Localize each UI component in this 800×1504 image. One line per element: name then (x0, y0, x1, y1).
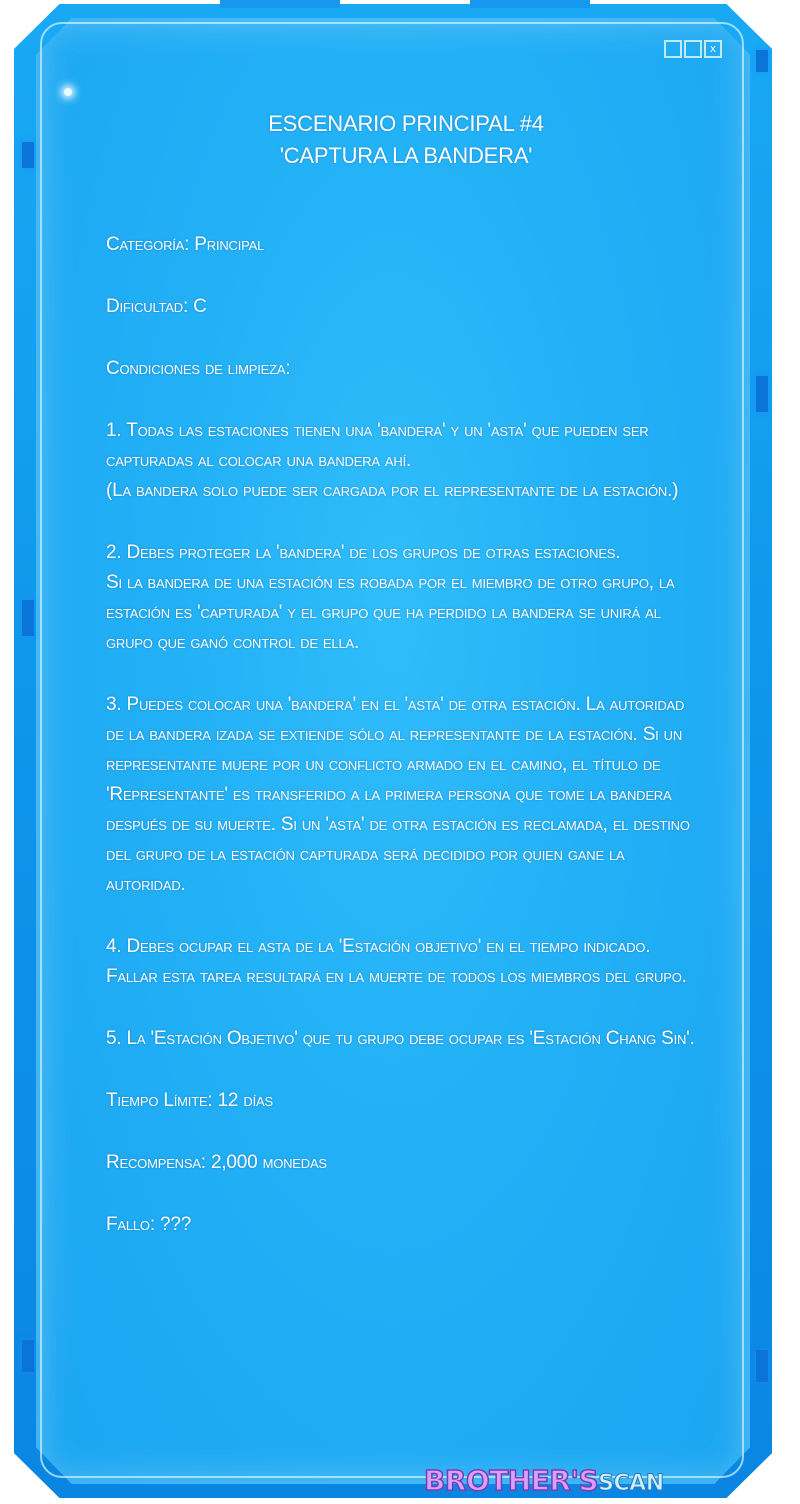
top-tab-decoration (470, 0, 590, 8)
right-tab-decoration (756, 50, 768, 72)
watermark-suffix: SCAN (598, 1471, 664, 1496)
condition-item-1 (106, 416, 706, 506)
glow-dot-decoration (64, 88, 72, 96)
difficulty-field: Dificultad: C (106, 296, 207, 317)
reward-field: Recompensa: 2,000 monedas (106, 1152, 327, 1173)
category-field: Categoría: Principal (106, 234, 265, 255)
maximize-icon[interactable] (684, 40, 702, 58)
quest-title-line-2: 'CAPTURA LA BANDERA' (279, 143, 533, 168)
condition-4-text: 4. Debes ocupar el asta de la 'Estación objetivo' en el tiempo indicado. Fallar esta tarea resultará en la muerte de todos los miembros del grupo. (106, 936, 687, 987)
right-tab-decoration (756, 376, 768, 412)
quest-title (106, 108, 706, 172)
condition-5-text: 5. La 'Estación Objetivo' que tu grupo debe ocupar es 'Estación Chang Sin'. (106, 1028, 695, 1049)
minimize-icon[interactable] (664, 40, 682, 58)
watermark-brand: BROTHER'S (424, 1464, 599, 1497)
scanlator-watermark (424, 1464, 664, 1497)
right-tab-decoration (756, 1350, 768, 1382)
condition-2-text: 2. Debes proteger la 'bandera' de los grupos de otras estaciones. (106, 542, 621, 563)
condition-2-detail: Si la bandera de una estación es robada por el miembro de otro grupo, la estación es 'capturada' y el grupo que ha perdido la bandera se unirá al grupo que ganó control de ella. (106, 572, 675, 653)
time-limit-field: Tiempo Límite: 12 días (106, 1090, 273, 1111)
top-tab-decoration (220, 0, 340, 8)
left-tab-decoration (22, 142, 34, 168)
quest-title-line-1: ESCENARIO PRINCIPAL #4 (268, 111, 544, 136)
condition-item-4 (106, 932, 706, 992)
conditions-header: Condiciones de limpieza: (106, 358, 291, 379)
failure-field: Fallo: ??? (106, 1214, 192, 1235)
quest-content (106, 108, 706, 1272)
condition-item-3 (106, 690, 706, 900)
condition-item-5 (106, 1024, 706, 1054)
condition-1-note: (La bandera solo puede ser cargada por el representante de la estación.) (106, 480, 679, 501)
condition-1-text: 1. Todas las estaciones tienen una 'bandera' y un 'asta' que pueden ser capturadas al colocar una bandera ahí. (106, 420, 649, 471)
close-icon[interactable]: x (704, 40, 722, 58)
condition-3-text: 3. Puedes colocar una 'bandera' en el 'asta' de otra estación. La autoridad de la bandera izada se extiende sólo al representante de la estación. Si un representante muere por un conflicto armado en el camino, el título de 'Representante' es transferido a la primera persona que tome la bandera después de su muerte. Si un 'asta' de otra estación es reclamada, el destino del grupo de la estación capturada será decidido por quien gane la autoridad. (106, 694, 690, 895)
window-controls (664, 40, 722, 58)
condition-item-2 (106, 538, 706, 658)
left-tab-decoration (22, 600, 34, 636)
left-tab-decoration (22, 1340, 34, 1372)
